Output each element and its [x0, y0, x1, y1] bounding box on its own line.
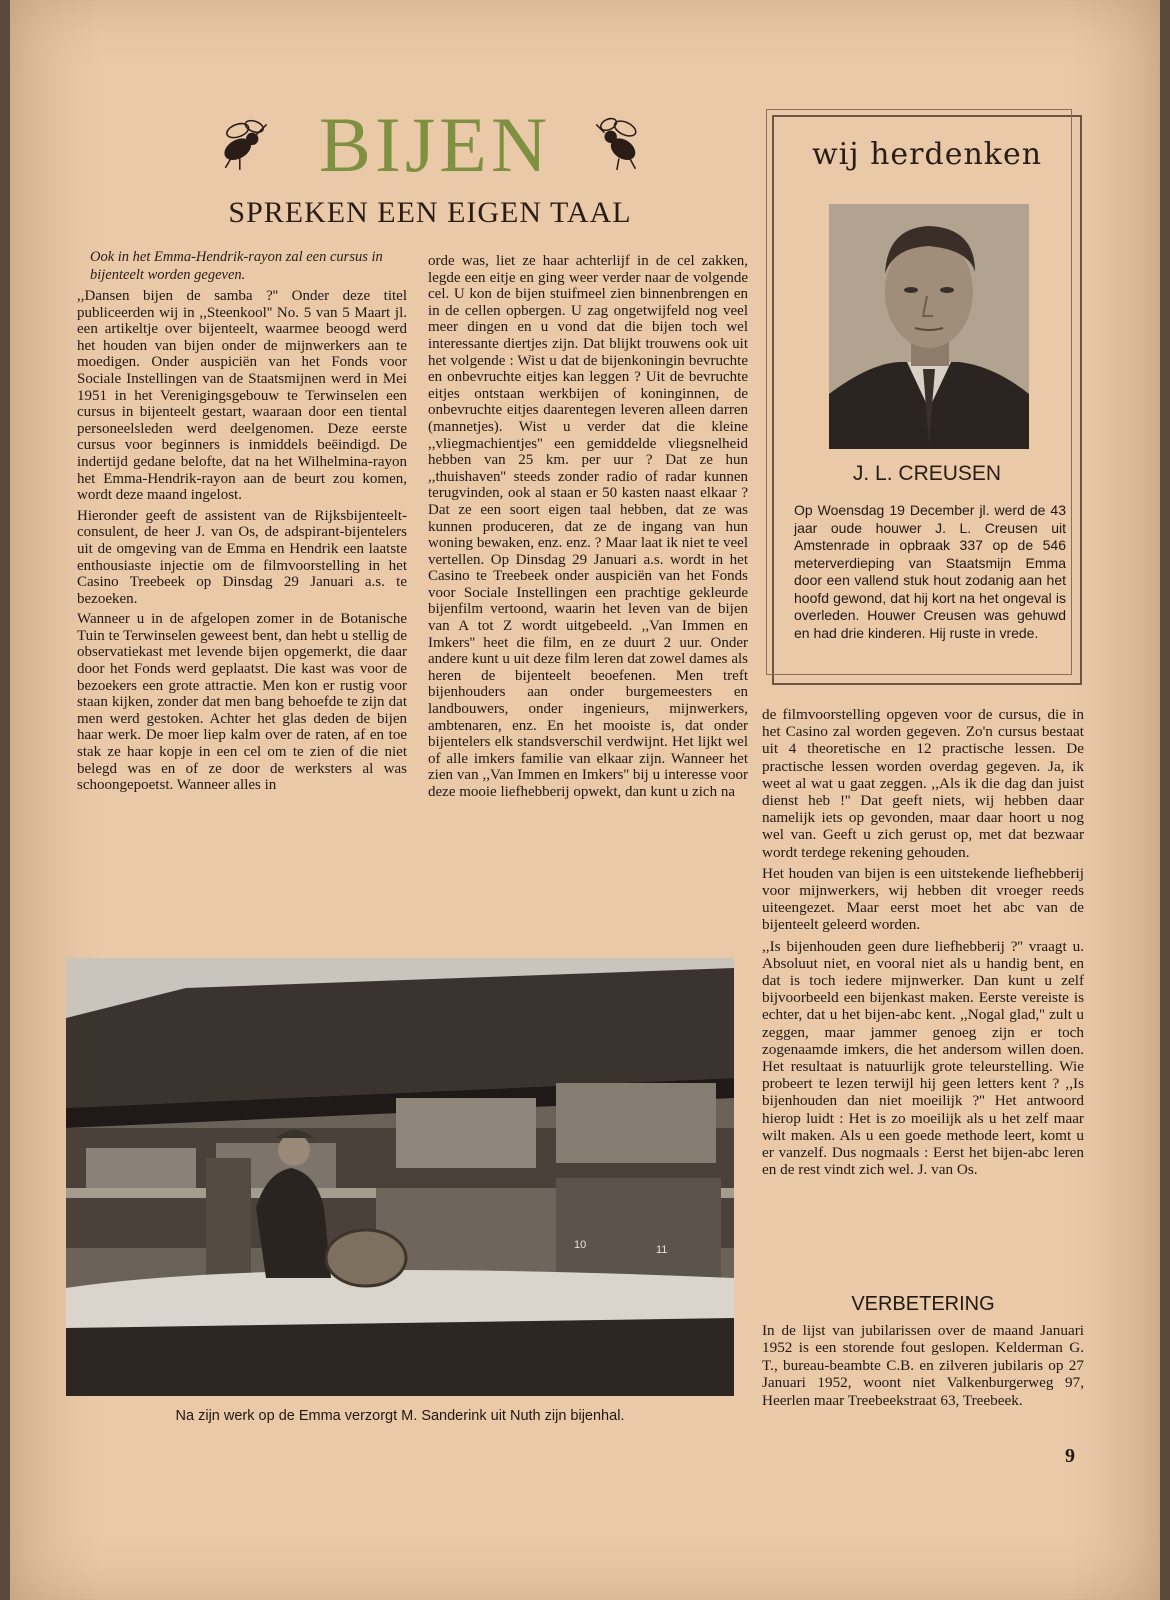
bee-icon [215, 112, 277, 174]
paragraph: orde was, liet ze haar achterlijf in de cel zakken, legde een eitje en ging weer verder naar de volgende cel. U kon de bijen stuifmeel zien binnenbrengen en in de cellen opbergen. U zag ongetwijfeld nog veel meer dingen en u vond dat die bijen toch wel interessante diertjes zijn. Dat blijkt trouwens ook uit het volgende : Wist u dat de bijenkoningin bevruchte en onbevruchte eitjes kan leggen ? Uit de bevruchte eitjes ontstaan werkbijen of koninginnen, de onbevruchte eitjes daarentegen leveren alleen darren (mannetjes). Wist u verder dat die kleine ,,vliegmachientjes'' een gemiddelde vliegsnelheid hebben van 25 km. per uur ? Dat ze hun ,,thuishaven'' steeds zonder radio of radar kunnen terugvinden, ook al staan er 50 kasten naast elkaar ? Dat ze een soort eigen taal hebben, dat ze was kunnen produceren, dat ze de ingang van hun woning bewaken, enz. enz. ? Maar laat ik niet te veel vertellen. Op Dinsdag 29 Januari a.s. wordt in het Casino te Treebeek onder auspiciën van het Fonds voor Sociale Instellingen een prachtige gekleurde bijenfilm vertoond, waarin het leven van de bijen van A tot Z wordt uitgebeeld. ,,Van Immen en Imkers'' heet die film, en ze duurt 2 uur. Onder andere kunt u uit deze film leren dat zowel dames als heren de bijenteelt beoefenen. Men treft bijenhouders aan onder burgemeesters en landbouwers, onder ingenieurs, mijnwerkers, ambtenaren, enz. En het mooiste is, dat onder bijentelers elk standsverschil verdwijnt. Het lijkt wel of alle imkers familie van elkaar zijn. Wanneer het zien van ,,Van Immen en Imkers'' bij u interesse voor deze mooie liefhebberij opwekt, dan kunt u zich na [428, 253, 748, 800]
beehive-image [66, 958, 734, 1396]
paragraph: ,,Dansen bijen de samba ?'' Onder deze titel publiceerden wij in ,,Steenkool'' No. 5 van 5 Maart jl. een artikeltje over bijenteelt, waarmee beoogd werd het houden van bijen onder de mijnwerkers aan te moedigen. Onder auspiciën van het Fonds voor Sociale Instellingen van de Staatsmijnen werd in Mei 1951 in het Verenigingsgebouw te Terwinselen een cursus in bijenteelt gestart, waaraan door een tiental personeelsleden werd deelgenomen. Deze eerste cursus voor beginners is inmiddels beëindigd. De indertijd gedane belofte, dat na het Wilhelmina-rayon het Emma-Hendrik-rayon aan de beurt zou komen, wordt deze maand ingelost. [77, 288, 407, 504]
memorial-heading: wij herdenken [811, 137, 1043, 172]
photo-caption: Na zijn werk op de Emma verzorgt M. Sanderink uit Nuth zijn bijenhal. [175, 1408, 625, 1424]
paragraph: Wanneer u in de afgelopen zomer in de Botanische Tuin te Terwinselen geweest bent, dan hebt u stellig de observatiekast met levende bijen opgemerkt, die daar door het Fonds werd geplaatst. Die kast was voor de bezoekers een grote attractie. Men kon er rustig voor staan kijken, zonder dat men bang behoefde te zijn dat men werd gestoken. Achter het glas deden de bijen haar werk. De moer liep kalm over de raten, af en toe stak ze haar kopje in een cel om te zien of die niet belegd was en of ze door de werksters al was schoongepoetst. Wanneer alles in [77, 611, 407, 794]
portrait-photo [829, 204, 1029, 449]
article-title-block [205, 100, 665, 195]
article-intro: Ook in het Emma-Hendrik-rayon zal een cursus in bijenteelt worden gegeven. [90, 249, 383, 283]
article-subtitle: SPREKEN EEN EIGEN TAAL [228, 196, 632, 229]
correction-text: In de lijst van jubilarissen over de maand Januari 1952 is een storende fout geslopen. Kelderman G. T., bureau-beambte C.B. en zilveren jubilaris op 27 Januari 1952, woont niet Valkenburgerweg 97, Heerlen maar Treebeekstraat 63, Treebeek. [762, 1322, 1084, 1409]
article-column-2 [428, 253, 748, 801]
article-column-1 [77, 288, 407, 794]
hive-number: 11 [656, 1244, 668, 1256]
magazine-page [10, 0, 1160, 1600]
article-column-3 [762, 706, 1084, 1178]
memorial-name: J. L. CREUSEN [852, 462, 1002, 485]
article-title: BIJEN [318, 101, 552, 188]
bee-icon [590, 112, 652, 174]
correction-title: VERBETERING [851, 1293, 995, 1315]
beehive-photo [66, 958, 734, 1396]
hive-number: 10 [574, 1239, 587, 1251]
paragraph: ,,Is bijenhouden geen dure liefhebberij ?'' vraagt u. Absoluut niet, en vooral niet als u handig bent, en dat is toch iedere mijnwerker. Dan kunt u zelf bijvoorbeeld een bijenkast maken. Eerste vereiste is echter, dat u het bijen-abc kent. ,,Nogal glad,'' zult u zeggen, maar jammer genoeg zijn er toch zogenaamde imkers, die het andersom willen doen. Het resultaat is natuurlijk grote teleurstelling. Wie probeert te lezen terwijl hij geen letters kent ? ,,Is bijenhouden dan niet moeilijk ?'' Het antwoord hierop luidt : Het is zo moeilijk als u het zelf maar wilt maken. Als u een goede methode leert, komt u er vanzelf. Dus nogmaals : Eerst het bijen-abc leren en de rest vindt zich wel. J. van Os. [762, 937, 1084, 1179]
memorial-text: Op Woensdag 19 December jl. werd de 43 jaar oude houwer J. L. Creusen uit Amstenrade in opbraak 337 op de 546 meterverdieping van Staatsmijn Emma door een vallend stuk hout zodanig aan het hoofd gewond, dat hij kort na het ongeval is overleden. Houwer Creusen was gehuwd en had drie kinderen. Hij ruste in vrede. [794, 502, 1066, 641]
page-number: 9 [1065, 1445, 1075, 1467]
paragraph: Hieronder geeft de assistent van de Rijksbijenteelt-consulent, de heer J. van Os, de adspirant-bijentelers uit de omgeving van de Emma en Hendrik een laatste enthousiaste injectie om de filmvoorstelling in het Casino Treebeek op Dinsdag 29 Januari a.s. te bezoeken. [77, 507, 407, 607]
paragraph: de filmvoorstelling opgeven voor de cursus, die in het Casino zal worden gegeven. Zo'n cursus bestaat uit 4 theoretische en 12 practische lessen. De practische lessen worden overdag gegeven. Ja, ik weet al wat u gaat zeggen. ,,Als ik die dag dan juist dienst heb !'' Dat geeft niets, wij hebben daar namelijk iets op gevonden, maar daar hoort u nog wel van. Geeft u zich gerust op, met dat bezwaar wordt terdege rekening gehouden. [762, 706, 1084, 861]
paragraph: Het houden van bijen is een uitstekende liefhebberij voor mijnwerkers, wij hebben dit vroeger reeds uiteengezet. Maar eerst moet het abc van de bijenteelt geleerd worden. [762, 864, 1084, 934]
portrait-image [829, 204, 1029, 449]
memorial-box [772, 115, 1082, 685]
